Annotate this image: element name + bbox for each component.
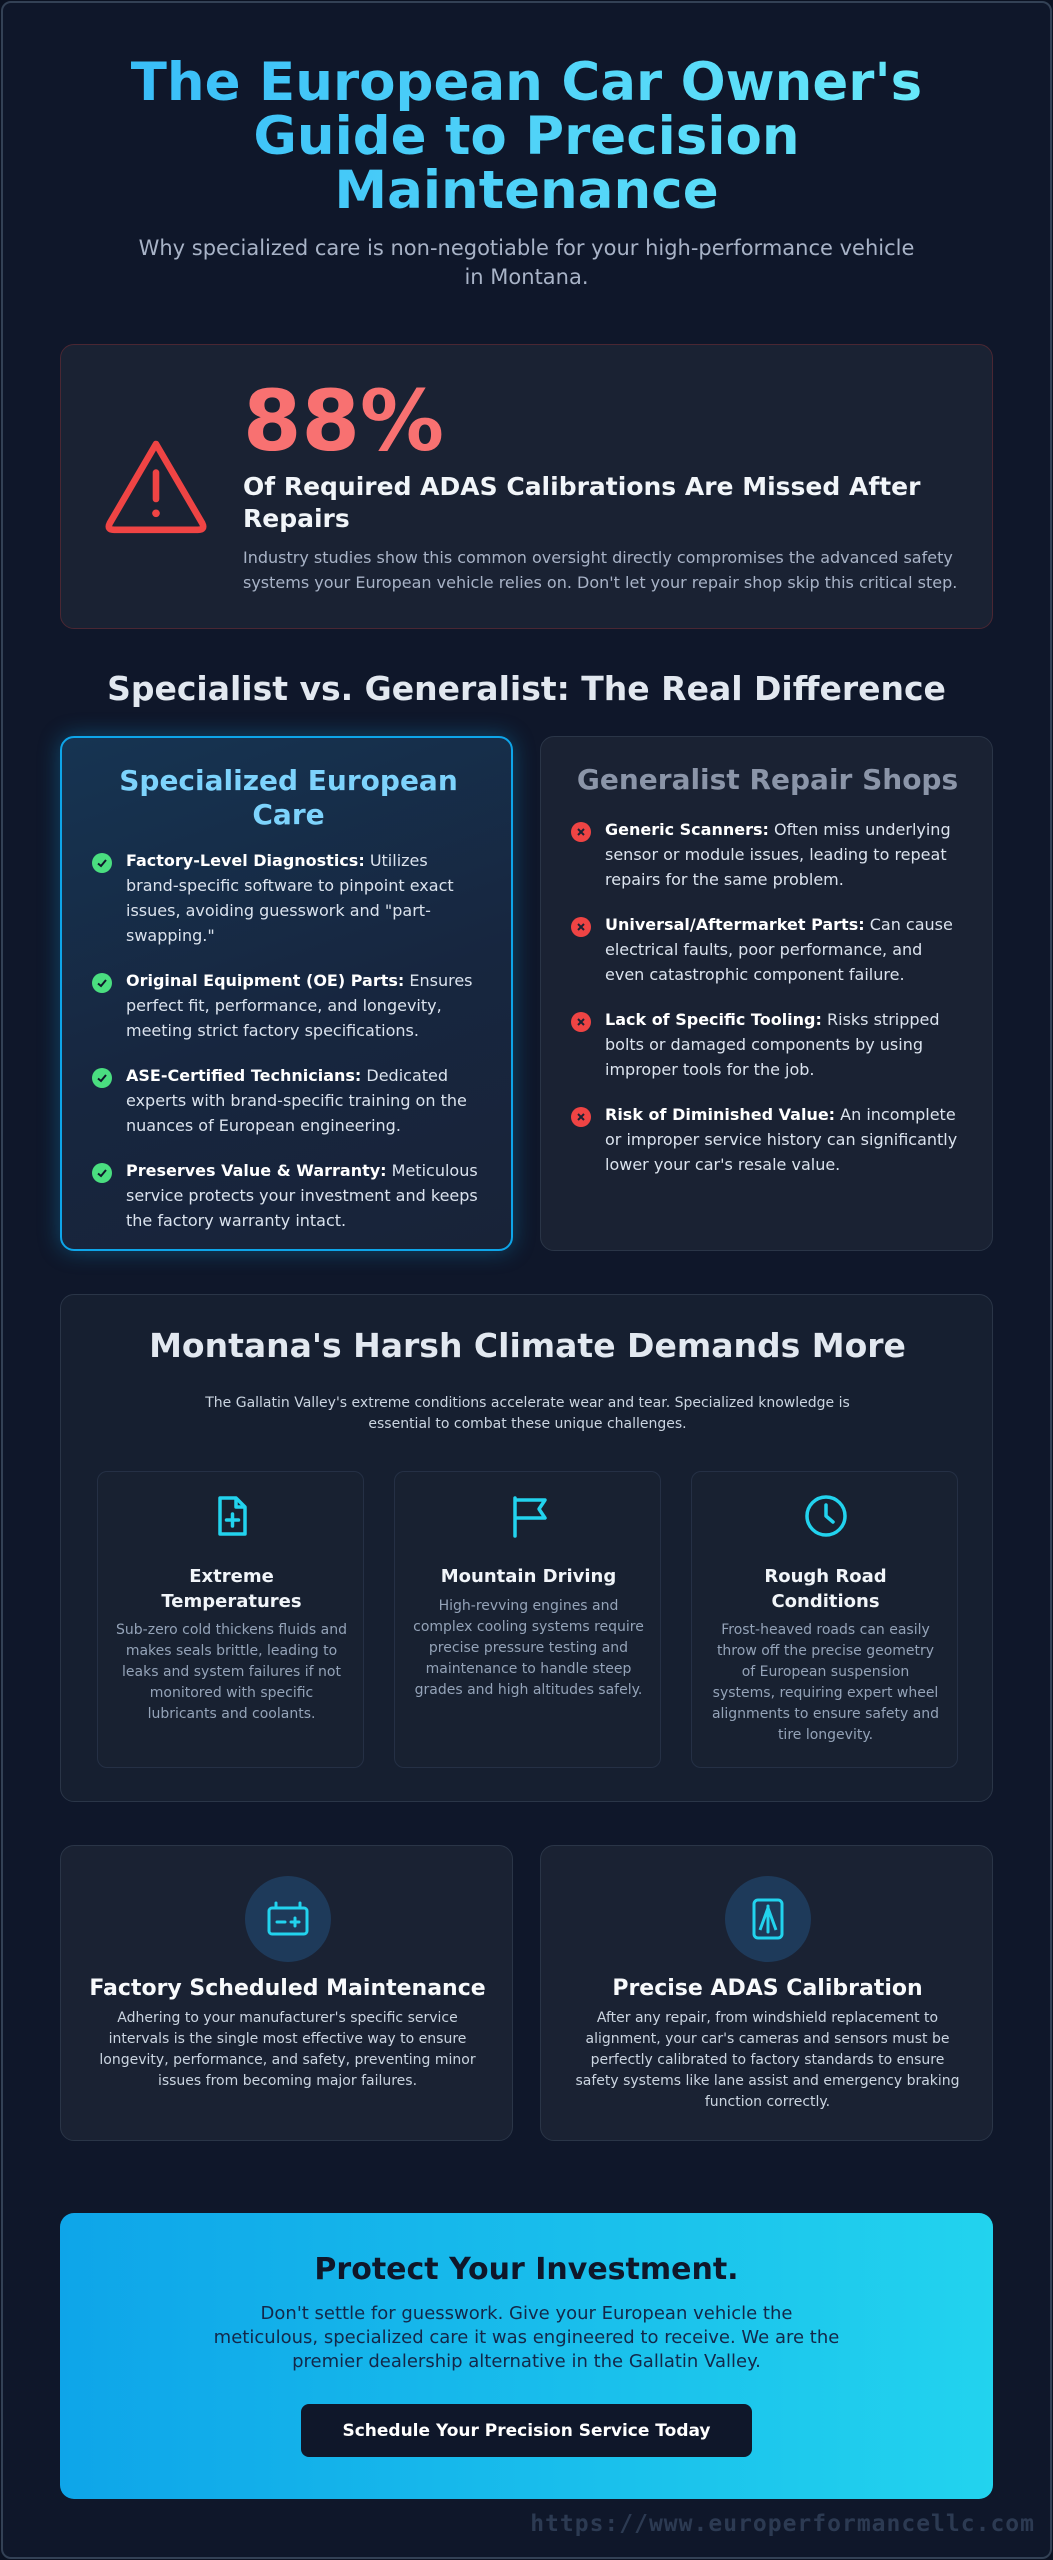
specialist-item: [92, 1063, 482, 1138]
generalist-title: Generalist Repair Shops: [576, 763, 959, 796]
cross-icon: [571, 917, 591, 937]
cta-section: [60, 2213, 993, 2499]
feature-icon-circle: [725, 1876, 811, 1962]
item-text: Dedicated experts with brand-specific training on the nuances of European engineering.: [126, 1066, 467, 1135]
specialist-item: [92, 968, 482, 1043]
specialist-title: Specialized European Care: [119, 764, 458, 831]
specialist-item: [92, 1158, 482, 1233]
cross-icon: [571, 1012, 591, 1032]
clock-icon: [802, 1492, 850, 1540]
battery-icon: [263, 1894, 313, 1944]
item-label: ASE-Certified Technicians:: [126, 1066, 362, 1085]
car-calibration-icon: [743, 1894, 793, 1944]
flag-icon: [505, 1492, 553, 1540]
specialist-list: [92, 848, 482, 1253]
page-title: The European Car Owner's Guide to Precision Maintenance: [117, 56, 937, 218]
generalist-item: [571, 817, 961, 892]
climate-card-temperatures: [97, 1471, 364, 1768]
generalist-item: [571, 1102, 961, 1177]
item-label: Preserves Value & Warranty:: [126, 1161, 387, 1180]
climate-card-title: Extreme Temperatures: [161, 1566, 302, 1612]
feature-text: After any repair, from windshield replacement to alignment, your car's cameras and sensors must be perfectly calibrated to factory standards to ensure safety systems like lane assist and emergency braking function correctly.: [575, 2010, 960, 2110]
cta-description: Don't settle for guesswork. Give your European vehicle the meticulous, specialized care it was engineered to receive. We are the premier dealership alternative in the Gallatin Valley.: [213, 2303, 840, 2372]
generalist-card: [540, 736, 993, 1251]
page-header: [0, 52, 1053, 292]
climate-card-title: Mountain Driving: [440, 1566, 617, 1587]
check-icon: [92, 1068, 112, 1088]
climate-card-title: Rough Road Conditions: [764, 1566, 887, 1612]
climate-title: Montana's Harsh Climate Demands More: [149, 1326, 906, 1365]
climate-description: The Gallatin Valley's extreme conditions accelerate wear and tear. Specialized knowledge is essential to combat these unique challenges.: [205, 1395, 850, 1432]
feature-card-adas: [540, 1845, 993, 2141]
item-label: Original Equipment (OE) Parts:: [126, 971, 405, 990]
check-icon: [92, 973, 112, 993]
item-label: Factory-Level Diagnostics:: [126, 851, 365, 870]
document-plus-icon: [208, 1492, 256, 1540]
item-label: Lack of Specific Tooling:: [605, 1010, 822, 1029]
climate-card-text: Sub-zero cold thickens fluids and makes seals brittle, leading to leaks and system failures if not monitored with specific lubricants and coolants.: [116, 1622, 347, 1722]
comparison-title: Specialist vs. Generalist: The Real Difference: [107, 669, 946, 708]
climate-card-text: High-revving engines and complex cooling systems require precise pressure testing and maintenance to handle steep grades and high altitudes safely.: [413, 1598, 644, 1698]
cta-title: Protect Your Investment.: [314, 2252, 739, 2287]
item-label: Generic Scanners:: [605, 820, 769, 839]
check-icon: [92, 1163, 112, 1183]
item-text: Can cause electrical faults, poor performance, and even catastrophic component failure.: [605, 915, 953, 984]
cross-icon: [571, 1107, 591, 1127]
generalist-list: [571, 817, 961, 1197]
item-label: Universal/Aftermarket Parts:: [605, 915, 865, 934]
footer-url[interactable]: https://www.europerformancellc.com: [530, 2511, 1035, 2537]
climate-card-mountain: [394, 1471, 661, 1768]
climate-card-text: Frost-heaved roads can easily throw off the precise geometry of European suspension systems, requiring expert wheel alignments to ensure safety and tire longevity.: [711, 1622, 940, 1743]
stat-description: Industry studies show this common oversight directly compromises the advanced safety systems your European vehicle relies on. Don't let your repair shop skip this critical step.: [243, 548, 958, 592]
stat-number: 88%: [243, 372, 445, 470]
feature-card-maintenance: [60, 1845, 513, 2141]
specialist-item: [92, 848, 482, 948]
feature-title: Factory Scheduled Maintenance: [89, 1976, 486, 2001]
feature-icon-circle: [245, 1876, 331, 1962]
generalist-item: [571, 912, 961, 987]
stat-headline: Of Required ADAS Calibrations Are Missed After Repairs: [243, 472, 921, 533]
item-text: Risks stripped bolts or damaged components by using improper tools for the job.: [605, 1010, 940, 1079]
generalist-item: [571, 1007, 961, 1082]
feature-title: Precise ADAS Calibration: [612, 1976, 923, 2001]
specialist-card: [60, 736, 513, 1251]
item-text: Utilizes brand-specific software to pinpoint exact issues, avoiding guesswork and "part-swapping.": [126, 851, 454, 945]
warning-triangle-icon: [101, 433, 211, 543]
feature-text: Adhering to your manufacturer's specific service intervals is the single most effective way to ensure longevity, performance, and safety, preventing minor issues from becoming major failures.: [99, 2010, 476, 2089]
item-text: Ensures perfect fit, performance, and longevity, meeting strict factory specifications.: [126, 971, 473, 1040]
item-label: Risk of Diminished Value:: [605, 1105, 836, 1124]
schedule-service-button[interactable]: Schedule Your Precision Service Today: [301, 2404, 752, 2457]
cross-icon: [571, 822, 591, 842]
check-icon: [92, 853, 112, 873]
item-text: Meticulous service protects your investment and keeps the factory warranty intact.: [126, 1161, 478, 1230]
stat-card: [60, 344, 993, 629]
item-text: Often miss underlying sensor or module issues, leading to repeat repairs for the same problem.: [605, 820, 951, 889]
item-text: An incomplete or improper service history can significantly lower your car's resale value.: [605, 1105, 958, 1174]
climate-section: [60, 1294, 993, 1802]
page-subtitle: Why specialized care is non-negotiable for your high-performance vehicle in Montana.: [138, 236, 915, 289]
climate-card-roads: [691, 1471, 958, 1768]
